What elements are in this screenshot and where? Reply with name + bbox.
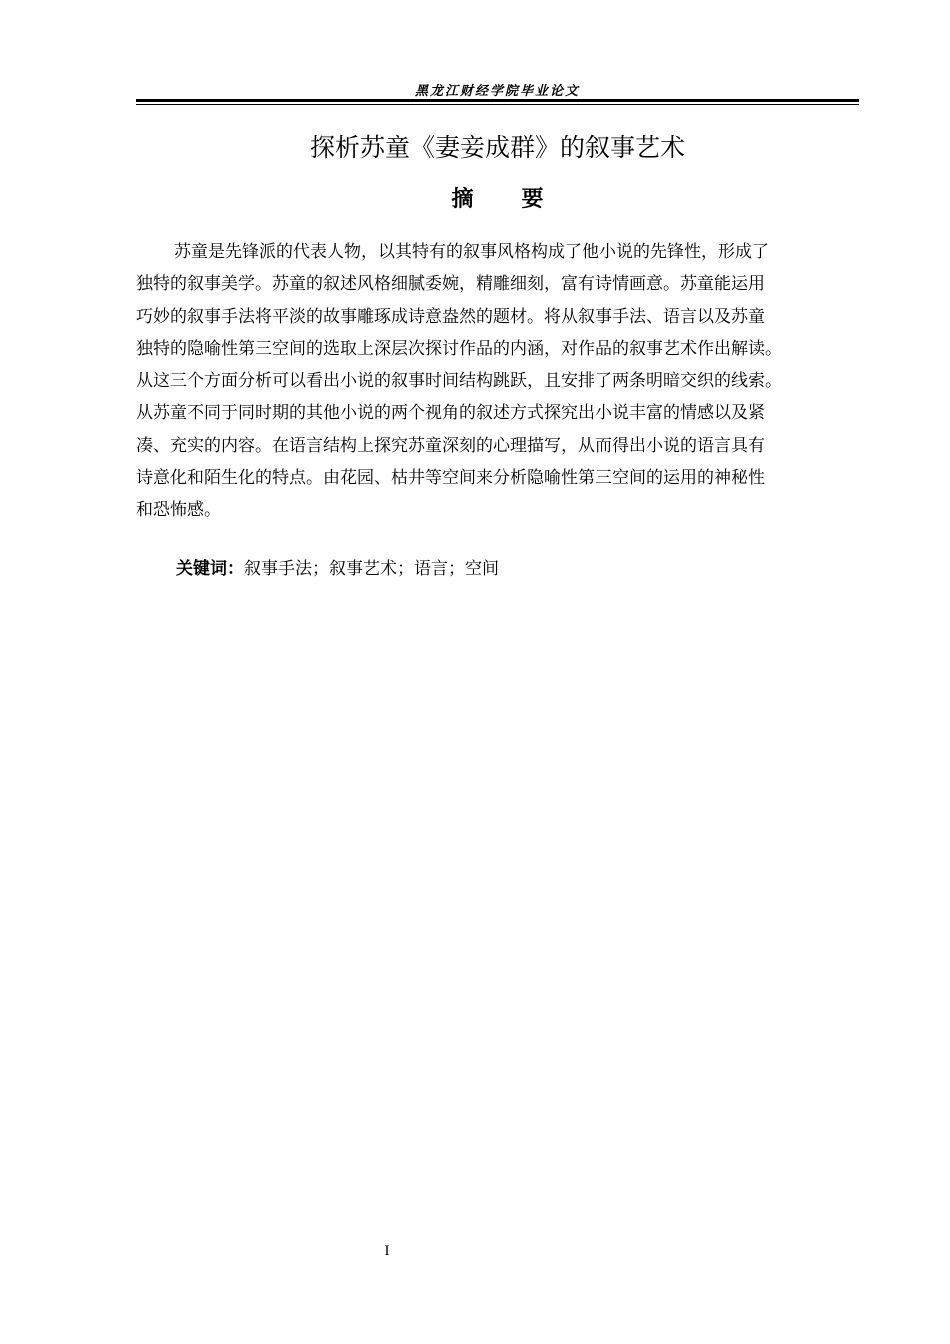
page-number: I [384,1243,390,1259]
keywords-value: 叙事手法；叙事艺术；语言；空间 [244,559,499,579]
document-title: 探析苏童《妻妾成群》的叙事艺术 [309,133,685,162]
abstract-line: 独特的叙事美学。苏童的叙述风格细腻委婉，精雕细刻，富有诗情画意。苏童能运用 [136,274,765,295]
header-rule-thin [136,104,859,105]
abstract-line: 独特的隐喻性第三空间的选取上深层次探讨作品的内涵，对作品的叙事艺术作出解读。 [136,338,782,359]
header-rule-thick [136,99,859,102]
running-header: 黑龙江财经学院毕业论文 [414,84,580,99]
abstract-line: 从苏童不同于同时期的其他小说的两个视角的叙述方式探究出小说丰富的情感以及紧 [136,403,765,424]
keywords [176,556,499,582]
abstract-heading-left: 摘 [451,187,474,212]
abstract-line: 诗意化和陌生化的特点。由花园、枯井等空间来分析隐喻性第三空间的运用的神秘性 [136,468,765,489]
abstract-line: 苏童是先锋派的代表人物，以其特有的叙事风格构成了他小说的先锋性，形成了 [174,242,769,262]
abstract-heading [136,183,859,217]
abstract-line: 从这三个方面分析可以看出小说的叙事时间结构跳跃，且安排了两条明暗交织的线索。 [136,371,782,392]
abstract-body [136,236,859,527]
abstract-line: 凑、充实的内容。在语言结构上探究苏童深刻的心理描写，从而得出小说的语言具有 [136,435,765,456]
abstract-line: 和恐怖感。 [136,500,221,521]
abstract-heading-right: 要 [521,187,544,212]
abstract-line: 巧妙的叙事手法将平淡的故事雕琢成诗意盎然的题材。将从叙事手法、语言以及苏童 [136,306,765,327]
keywords-label: 关键词： [176,559,244,579]
